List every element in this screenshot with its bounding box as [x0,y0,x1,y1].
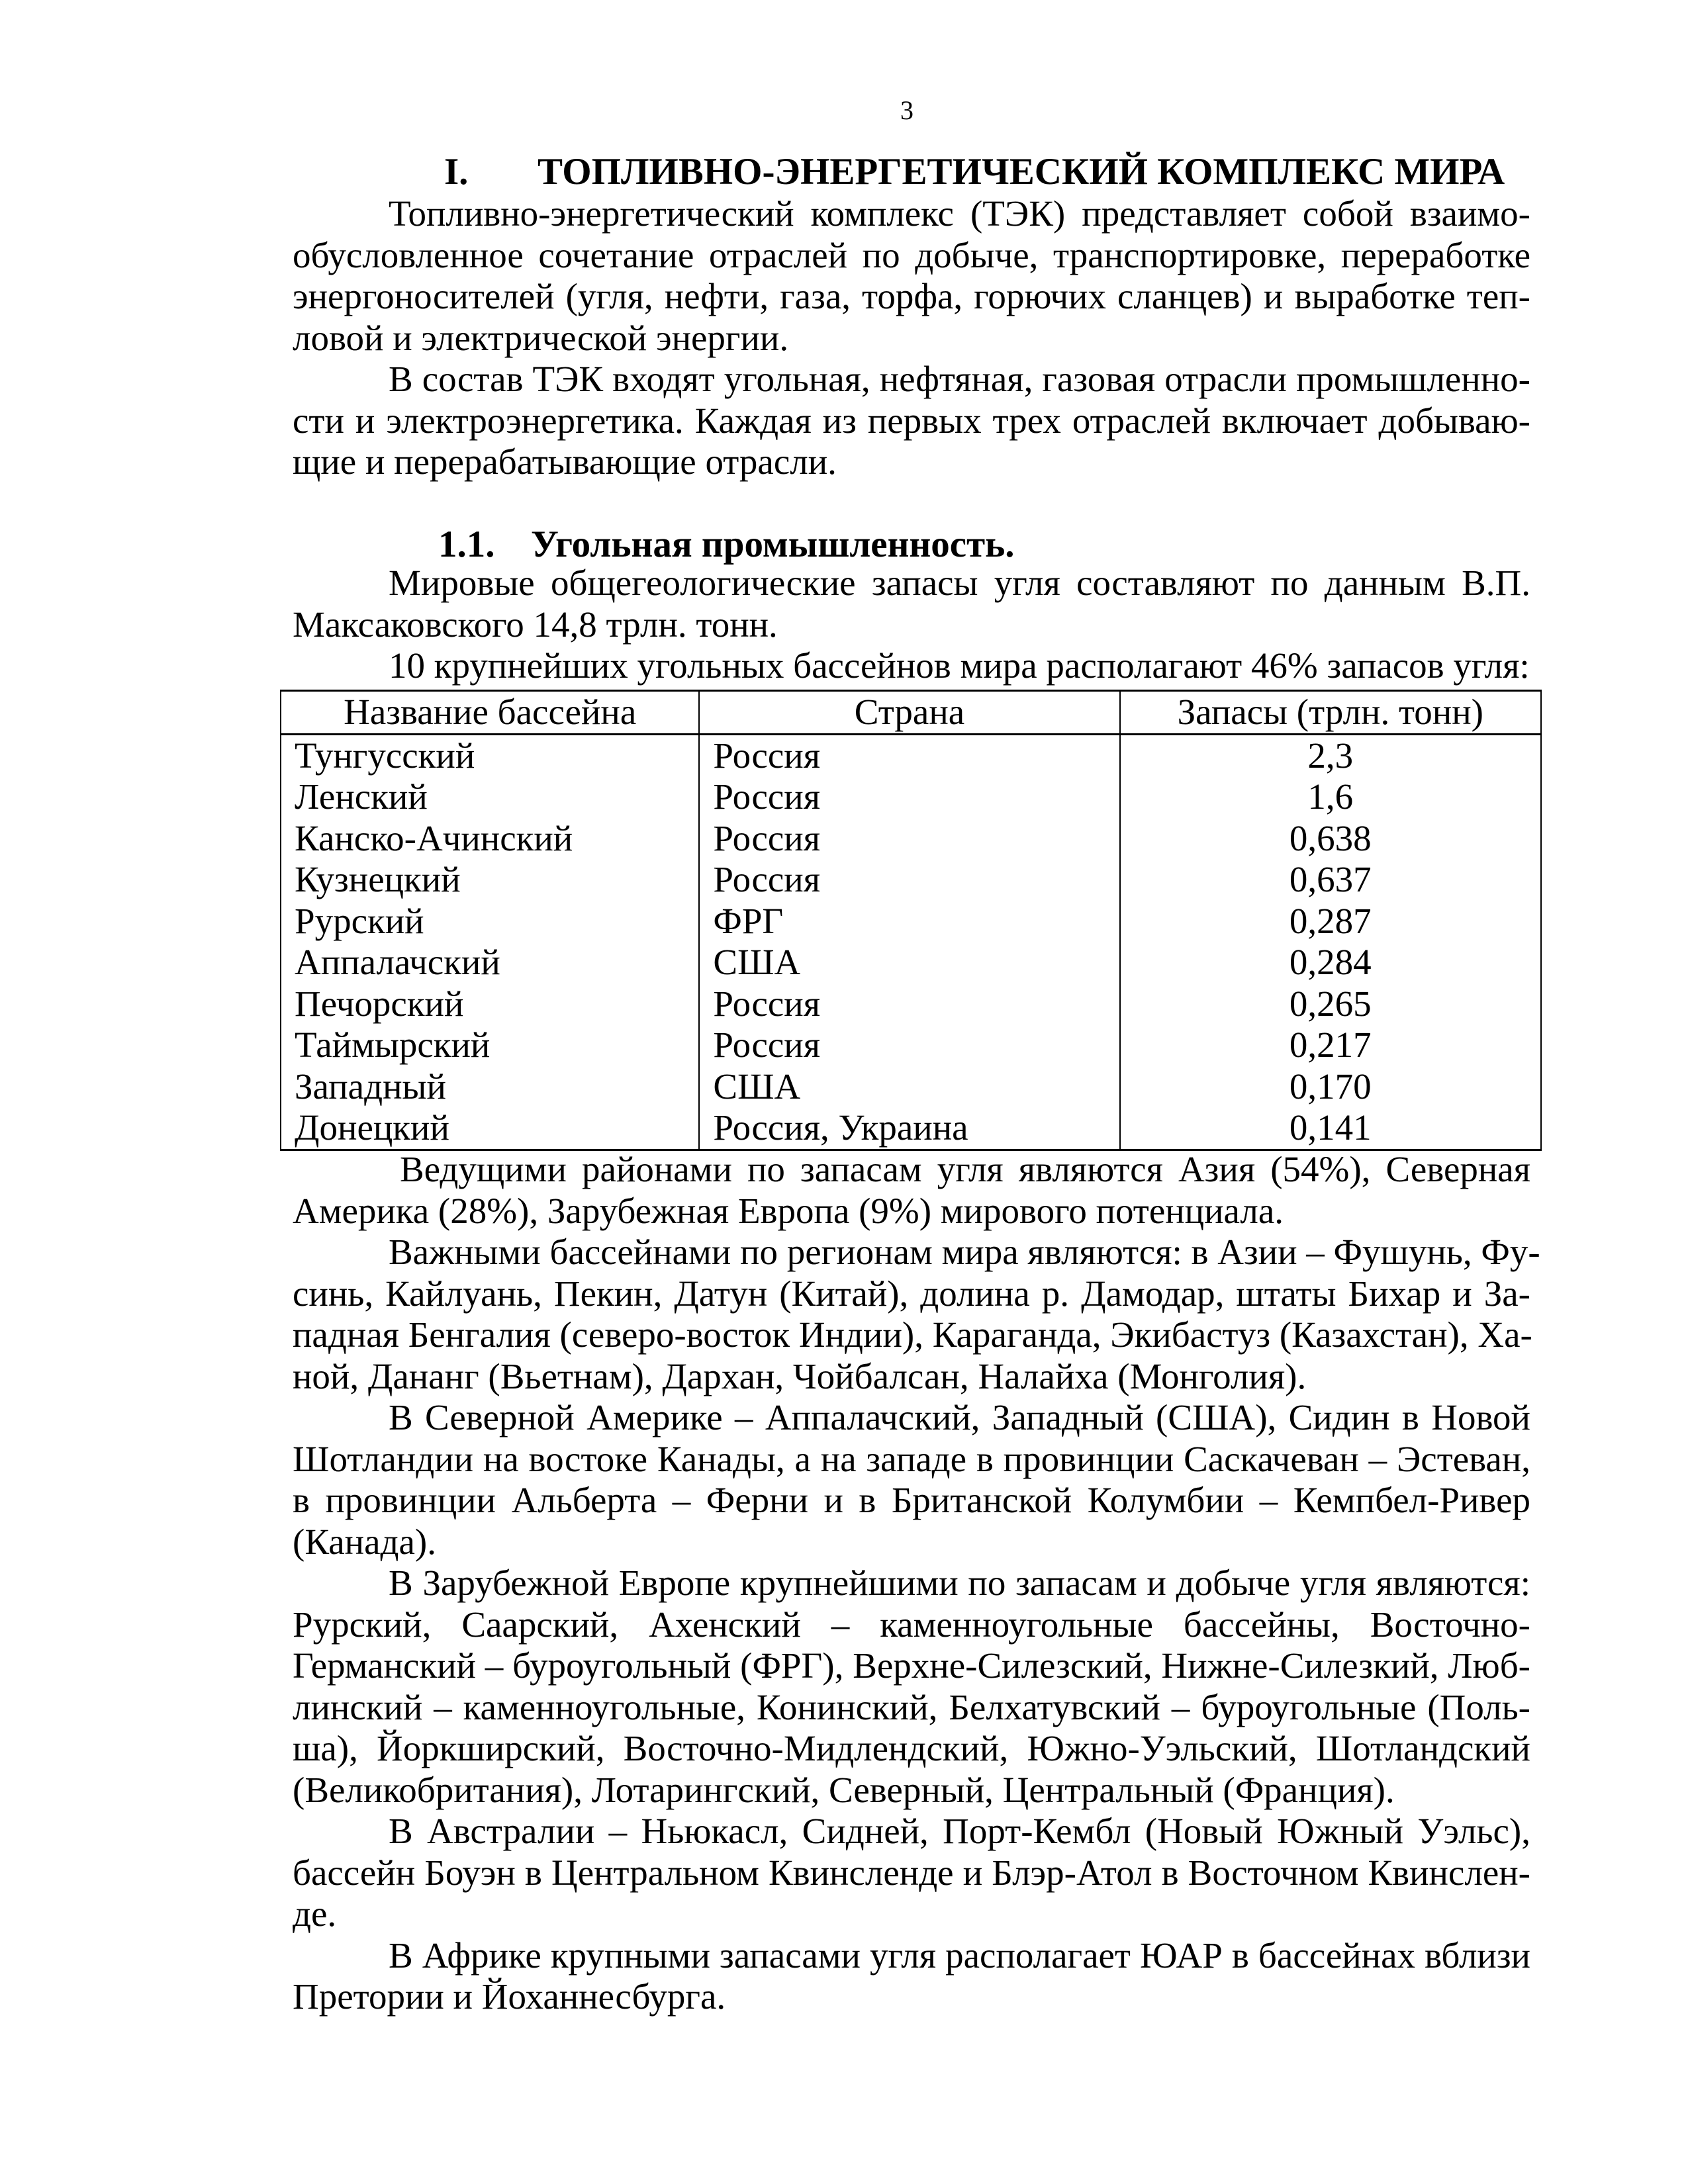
reserves-cell: 0,637 [1120,859,1541,901]
table-row [281,1066,1541,1108]
paragraph-line: Ведущими районами по запасам угля являются Азия (54%), Северная [400,1149,1530,1189]
country-cell: ФРГ [699,901,1119,942]
country-cell: Россия [699,818,1119,860]
basin-cell: Тунгусский [281,734,699,776]
reserves-cell: 0,638 [1120,818,1541,860]
reserves-cell: 0,170 [1120,1066,1541,1108]
table-row [281,901,1541,942]
basin-cell: Таймырский [281,1024,699,1066]
table-row [281,859,1541,901]
reserves-cell: 0,284 [1120,942,1541,983]
basin-cell: Ленский [281,776,699,818]
country-cell: Россия [699,859,1119,901]
country-cell: Россия [699,983,1119,1025]
table-row [281,818,1541,860]
reserves-cell: 1,6 [1120,776,1541,818]
country-cell: Россия, Украина [699,1107,1119,1150]
paragraph-line: сти и электроэнергетика. Каждая из первых трех отраслей включает добываю- [293,400,1530,441]
country-cell: Россия [699,776,1119,818]
basin-cell: Рурский [281,901,699,942]
reserves-cell: 0,217 [1120,1024,1541,1066]
paragraph-line: Максаковского 14,8 трлн. тонн. [293,604,778,645]
paragraph-line: обусловленное сочетание отраслей по добыче, транспортировке, переработке [293,234,1530,275]
paragraph-line: В Зарубежной Европе крупнейшими по запасам и добыче угля являются: [389,1563,1530,1603]
paragraph-line: Рурский, Саарский, Ахенский – каменноугольные бассейны, Восточно- [293,1604,1530,1645]
country-cell: Россия [699,734,1119,776]
paragraph-line: энергоносителей (угля, нефти, газа, торфа, горючих сланцев) и выработке теп- [293,276,1530,316]
table-row [281,1024,1541,1066]
table-header-row [281,691,1541,735]
coal-basins-table [280,690,1542,1151]
table-row [281,983,1541,1025]
table-row [281,776,1541,818]
paragraph-line: (Канада). [293,1521,436,1562]
paragraph-line: ловой и электрической энергии. [293,317,789,358]
paragraph-line: Германский – буроугольный (ФРГ), Верхне-Силезский, Нижне-Силезкий, Люб- [293,1645,1530,1686]
reserves-cell: 0,265 [1120,983,1541,1025]
paragraph-line: бассейн Боуэн в Центральном Квинсленде и Блэр-Атол в Восточном Квинслен- [293,1852,1530,1893]
reserves-cell: 0,141 [1120,1107,1541,1150]
basin-cell: Донецкий [281,1107,699,1150]
page-number: 3 [900,95,914,125]
reserves-cell: 2,3 [1120,734,1541,776]
basin-cell: Канско-Ачинский [281,818,699,860]
paragraph-line: (Великобритания), Лотарингский, Северный, Центральный (Франция). [293,1769,1395,1810]
paragraph-line: В состав ТЭК входят угольная, нефтяная, газовая отрасли промышленно- [389,359,1530,399]
paragraph-line: падная Бенгалия (северо-восток Индии), Караганда, Экибастуз (Казахстан), Ха- [293,1314,1532,1355]
country-cell: США [699,1066,1119,1108]
country-cell: Россия [699,1024,1119,1066]
paragraph-line: В Северной Америке – Аппалачский, Западный (США), Сидин в Новой [389,1397,1530,1437]
table-row [281,734,1541,776]
table-row [281,942,1541,983]
paragraph-line: Мировые общегеологические запасы угля составляют по данным В.П. [389,563,1530,603]
paragraph-line: Америка (28%), Зарубежная Европа (9%) мирового потенциала. [293,1190,1284,1231]
paragraph-line: 10 крупнейших угольных бассейнов мира располагают 46% запасов угля: [389,645,1530,686]
paragraph-line: в провинции Альберта – Ферни и в Британской Колумбии – Кемпбел-Ривер [293,1480,1530,1520]
paragraph-line: синь, Кайлуань, Пекин, Датун (Китай), долина р. Дамодар, штаты Бихар и За- [293,1273,1530,1314]
section-number: 1.1. [438,523,495,565]
paragraph-line: линский – каменноугольные, Конинский, Белхатувский – буроугольные (Поль- [293,1686,1530,1727]
paragraph-line: Претории и Йоханнесбурга. [293,1976,726,2017]
table-row [281,1107,1541,1150]
column-header-reserves: Запасы (трлн. тонн) [1120,691,1541,735]
paragraph-line: Топливно-энергетический комплекс (ТЭК) представляет собой взаимо- [389,193,1530,234]
chapter-title: ТОПЛИВНО-ЭНЕРГЕТИЧЕСКИЙ КОМПЛЕКС МИРА [538,151,1505,193]
basin-cell: Аппалачский [281,942,699,983]
column-header-country: Страна [699,691,1119,735]
reserves-cell: 0,287 [1120,901,1541,942]
paragraph-line: ной, Дананг (Вьетнам), Дархан, Чойбалсан, Налайха (Монголия). [293,1355,1307,1396]
paragraph-line: В Африке крупными запасами угля располагает ЮАР в бассейнах вблизи [389,1934,1530,1976]
paragraph-line: Шотландии на востоке Канады, а на западе в провинции Саскачеван – Эстеван, [293,1438,1530,1479]
paragraph-line: щие и перерабатывающие отрасли. [293,441,837,482]
paragraph-line: Важными бассейнами по регионам мира являются: в Азии – Фушунь, Фу- [389,1232,1540,1272]
basin-cell: Западный [281,1066,699,1108]
chapter-number: I. [444,151,469,193]
paragraph-line: В Австралии – Ньюкасл, Сидней, Порт-Кембл (Новый Южный Уэльс), [389,1811,1530,1851]
basin-cell: Печорский [281,983,699,1025]
section-title: Угольная промышленность. [531,523,1015,565]
column-header-basin: Название бассейна [281,691,699,735]
paragraph-line: де. [293,1893,337,1934]
basin-cell: Кузнецкий [281,859,699,901]
paragraph-line: ша), Йоркширский, Восточно-Мидлендский, Южно-Уэльский, Шотландский [293,1728,1530,1768]
country-cell: США [699,942,1119,983]
